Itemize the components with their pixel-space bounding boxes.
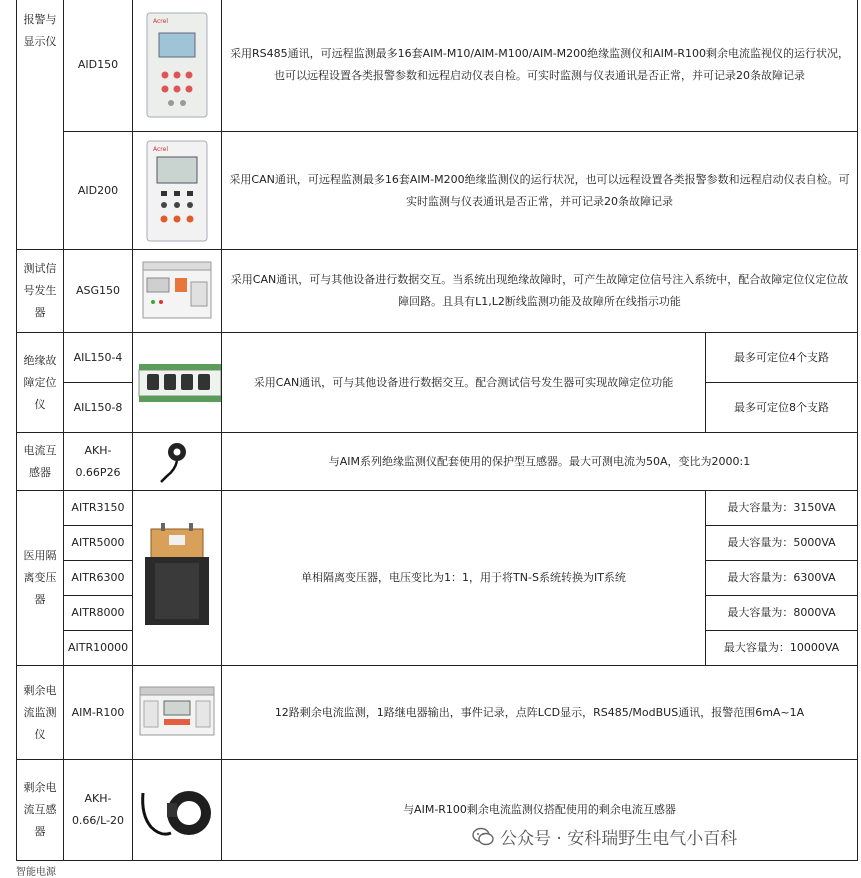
product-image-akh-l20	[133, 760, 222, 861]
product-image-akh-p26	[133, 433, 222, 491]
model-label: AID150	[77, 58, 119, 71]
model-cell	[64, 0, 133, 132]
model-label: AITR8000	[71, 606, 125, 619]
current-transformer-image	[157, 440, 197, 484]
footer-fragment: 智能电源	[16, 867, 56, 878]
description-cell	[222, 491, 706, 666]
description-cell	[222, 132, 858, 250]
fault-locator-image	[137, 360, 222, 406]
spec-text: 最大容量为：8000VA	[727, 606, 836, 619]
model-label: AITR6300	[71, 571, 125, 584]
spec-cell	[706, 333, 858, 383]
model-label: AITR3150	[71, 501, 125, 514]
description-text: 12路剩余电流监测，1路继电器输出，事件记录，点阵LCD显示，RS485/ModBUS通讯，报警范围6mA~1A	[274, 705, 805, 719]
description-text: 单相隔离变压器，电压变比为1：1，用于将TN-S系统转换为IT系统	[301, 571, 626, 584]
product-image-ail150	[133, 333, 222, 433]
model-label: AIL150-4	[73, 350, 123, 364]
description-text: 与AIM-R100剩余电流监测仪搭配使用的剩余电流互感器	[403, 803, 676, 816]
display-unit-image	[145, 139, 209, 243]
category-cell	[17, 0, 64, 250]
category-cell	[17, 433, 64, 491]
description-text: 采用CAN通讯，可与其他设备进行数据交互。当系统出现绝缘故障时，可产生故障定位信号注入系统中，配合故障定位仪定位故障回路。且具有L1,L2断线监测功能及故障所在线指示功能	[230, 273, 849, 308]
spec-cell	[706, 596, 858, 631]
description-cell	[222, 433, 858, 491]
category-cell	[17, 333, 64, 433]
category-cell	[17, 491, 64, 666]
spec-text: 最多可定位8个支路	[734, 400, 829, 414]
model-cell	[64, 250, 133, 333]
model-cell	[64, 666, 133, 760]
spec-cell	[706, 561, 858, 596]
description-cell	[222, 666, 858, 760]
model-label: AKH-0.66P26	[75, 443, 121, 479]
product-spec-table	[16, 0, 858, 861]
display-unit-image	[145, 11, 209, 119]
category-label: 剩余电流互感器	[23, 781, 57, 838]
category-label: 剩余电流监测仪	[23, 683, 57, 741]
product-image-aid150	[133, 0, 222, 132]
description-cell	[222, 250, 858, 333]
description-text: 与AIM系列绝缘监测仪配套使用的保护型互感器。最大可测电流为50A，变比为2000:1	[328, 454, 751, 468]
category-label: 医用隔离变压器	[23, 549, 57, 606]
spec-text: 最多可定位4个支路	[734, 350, 829, 364]
model-cell	[64, 433, 133, 491]
model-cell	[64, 526, 133, 561]
spec-text: 最大容量为：6300VA	[727, 571, 836, 584]
description-cell	[222, 333, 706, 433]
category-cell	[17, 760, 64, 861]
model-cell	[64, 561, 133, 596]
svg-text:Acrel: Acrel	[153, 145, 168, 153]
category-cell	[17, 666, 64, 760]
category-label: 电流互感器	[23, 443, 57, 479]
isolation-transformer-image	[141, 523, 213, 633]
spec-cell	[706, 631, 858, 666]
watermark	[472, 824, 737, 849]
model-label: AID200	[77, 183, 119, 197]
svg-text:Acrel: Acrel	[153, 18, 168, 25]
category-label: 绝缘故障定位仪	[23, 353, 57, 411]
description-text: 采用CAN通讯，可远程监测最多16套AIM-M200绝缘监测仪的运行状况，也可以远程设置各类报警参数和远程启动仪表自检。可实时监测与仪表通讯是否正常，并可记录20条故障记录	[229, 172, 850, 208]
spec-text: 最大容量为：10000VA	[723, 641, 840, 654]
spec-cell	[706, 491, 858, 526]
product-image-asg150	[133, 250, 222, 333]
residual-current-monitor-image	[138, 683, 216, 743]
model-cell	[64, 132, 133, 250]
category-label: 报警与显示仪	[23, 13, 57, 48]
spec-text: 最大容量为：5000VA	[727, 536, 836, 549]
product-image-aitr	[133, 491, 222, 666]
spec-text: 最大容量为：3150VA	[727, 501, 836, 514]
wechat-icon	[472, 827, 494, 847]
model-cell	[64, 491, 133, 526]
description-text: 采用CAN通讯，可与其他设备进行数据交互。配合测试信号发生器可实现故障定位功能	[253, 375, 674, 389]
model-label: AIL150-8	[73, 400, 123, 414]
model-cell	[64, 383, 133, 433]
model-label: AITR10000	[68, 641, 129, 654]
model-cell	[64, 631, 133, 666]
watermark-text: 公众号 · 安科瑞野生电气小百科	[500, 829, 738, 849]
product-image-aim-r100	[133, 666, 222, 760]
model-cell	[64, 596, 133, 631]
spec-cell	[706, 383, 858, 433]
model-cell	[64, 333, 133, 383]
description-cell	[222, 0, 858, 132]
residual-current-transformer-image	[137, 775, 217, 845]
description-text: 采用RS485通讯，可远程监测最多16套AIM-M10/AIM-M100/AIM-M200绝缘监测仪和AIM-R100剩余电流监视仪的运行状况，也可以远程设置各类报警参数和远程启动仪表自检。可实时监测与仪表通讯是否正常，并可记录20条故障记录	[229, 47, 850, 82]
model-label: AIM-R100	[71, 705, 125, 719]
model-label: ASG150	[75, 284, 121, 297]
product-image-aid200	[133, 132, 222, 250]
category-label: 测试信号发生器	[23, 262, 57, 319]
signal-generator-image	[139, 258, 215, 324]
category-cell	[17, 250, 64, 333]
model-label: AKH-0.66/L-20	[71, 792, 125, 827]
model-cell	[64, 760, 133, 861]
spec-cell	[706, 526, 858, 561]
model-label: AITR5000	[71, 536, 125, 549]
